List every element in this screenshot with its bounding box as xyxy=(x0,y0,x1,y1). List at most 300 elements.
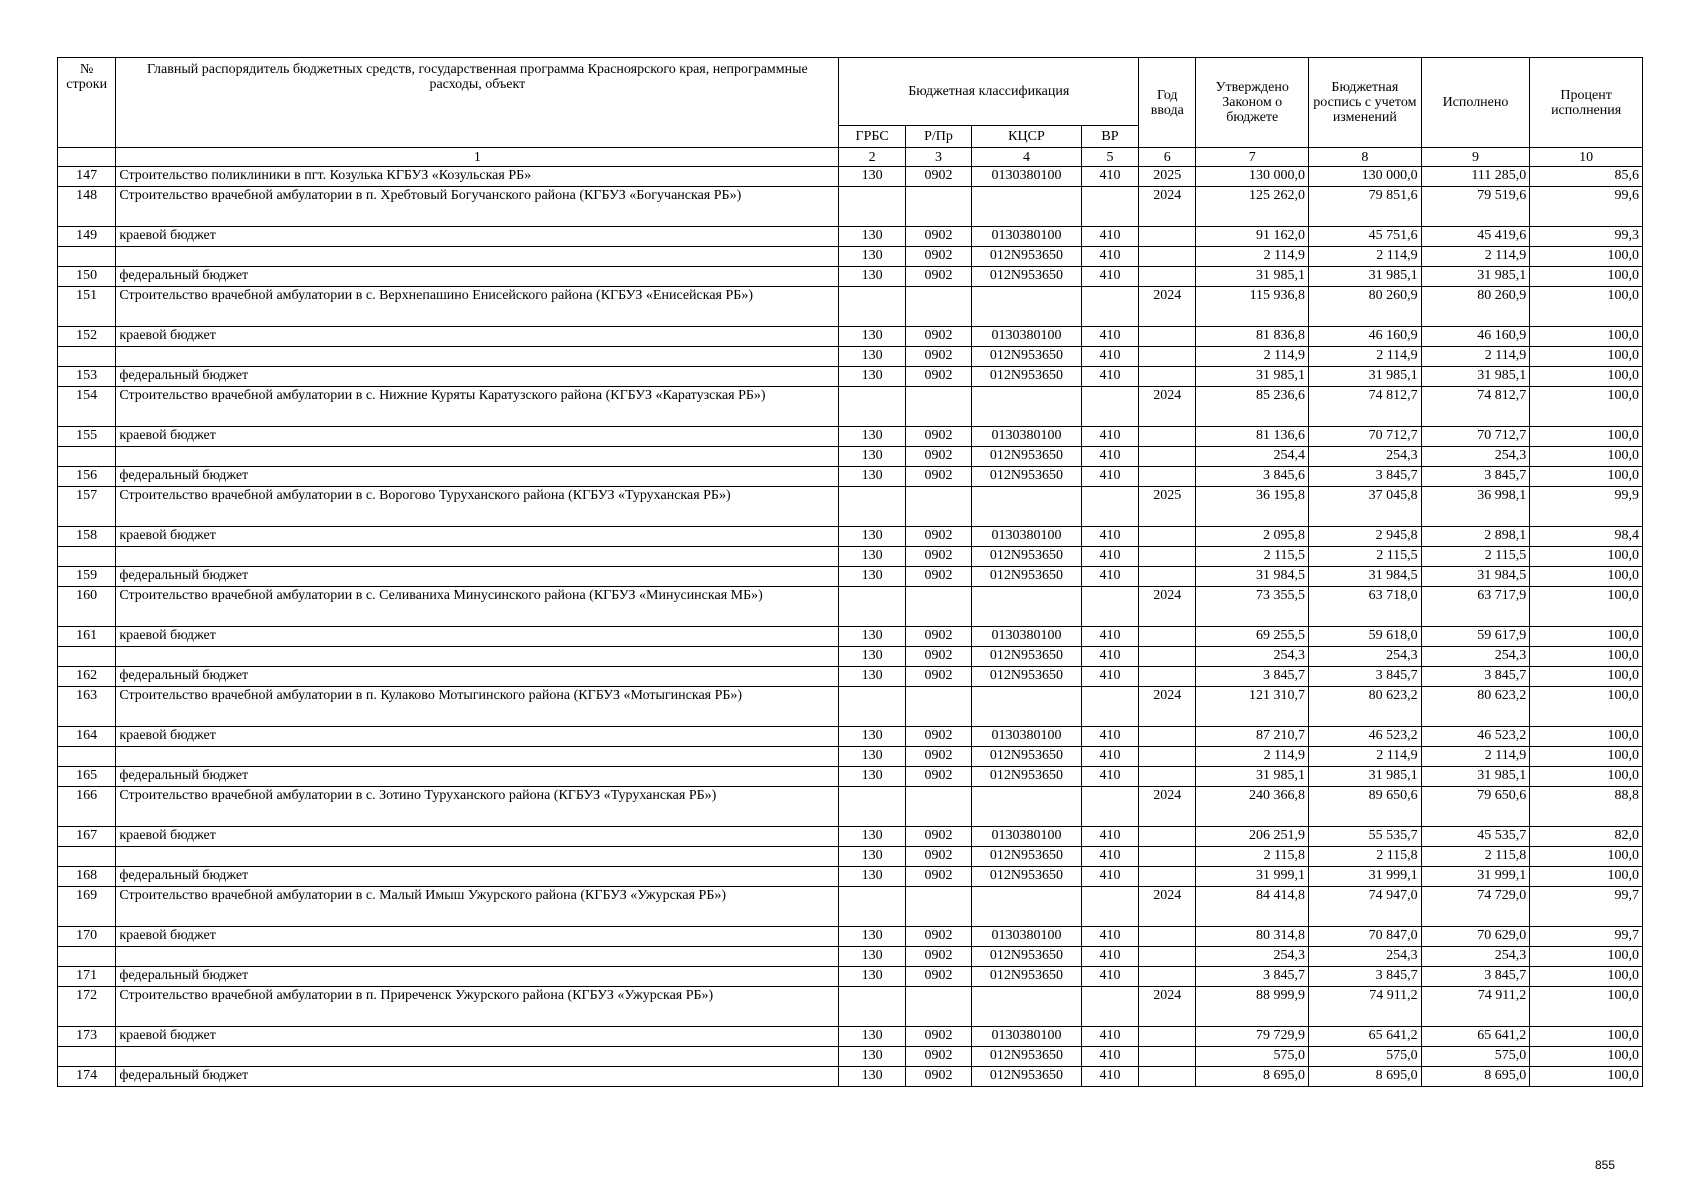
row-kcsr: 012N953650 xyxy=(972,267,1082,287)
row-kcsr: 0130380100 xyxy=(972,927,1082,947)
row-number: 148 xyxy=(58,187,116,227)
row-rpr: 0902 xyxy=(905,227,971,247)
row-approved: 121 310,7 xyxy=(1196,687,1309,727)
row-vr xyxy=(1081,187,1138,227)
row-kcsr xyxy=(972,787,1082,827)
row-name: федеральный бюджет xyxy=(116,767,839,787)
row-name xyxy=(116,947,839,967)
row-number: 170 xyxy=(58,927,116,947)
row-schedule: 74 947,0 xyxy=(1309,887,1422,927)
row-year xyxy=(1139,267,1196,287)
table-header xyxy=(58,58,1643,167)
row-year: 2024 xyxy=(1139,287,1196,327)
row-kcsr: 0130380100 xyxy=(972,527,1082,547)
row-number: 173 xyxy=(58,1027,116,1047)
row-year xyxy=(1139,727,1196,747)
row-kcsr: 012N953650 xyxy=(972,367,1082,387)
row-percent: 100,0 xyxy=(1530,447,1643,467)
row-grbs: 130 xyxy=(839,747,905,767)
row-rpr: 0902 xyxy=(905,847,971,867)
table-row xyxy=(58,427,1643,447)
row-schedule: 3 845,7 xyxy=(1309,967,1422,987)
row-number: 154 xyxy=(58,387,116,427)
row-vr: 410 xyxy=(1081,827,1138,847)
row-number: 162 xyxy=(58,667,116,687)
header-budget-classification: Бюджетная классификация xyxy=(839,58,1139,126)
row-percent: 100,0 xyxy=(1530,1027,1643,1047)
budget-table xyxy=(57,57,1643,1087)
row-percent: 100,0 xyxy=(1530,847,1643,867)
row-name: краевой бюджет xyxy=(116,827,839,847)
row-number: 150 xyxy=(58,267,116,287)
row-executed: 31 985,1 xyxy=(1421,267,1530,287)
table-row xyxy=(58,487,1643,527)
row-vr xyxy=(1081,787,1138,827)
row-approved: 31 985,1 xyxy=(1196,767,1309,787)
row-grbs xyxy=(839,187,905,227)
row-name: федеральный бюджет xyxy=(116,1067,839,1087)
row-approved: 3 845,7 xyxy=(1196,667,1309,687)
row-name: Строительство врачебной амбулатории в с. Зотино Туруханского района (КГБУЗ «Туруханская РБ») xyxy=(116,787,839,827)
row-approved: 115 936,8 xyxy=(1196,287,1309,327)
row-number: 161 xyxy=(58,627,116,647)
row-number: 147 xyxy=(58,167,116,187)
table-row xyxy=(58,827,1643,847)
row-rpr: 0902 xyxy=(905,867,971,887)
row-year: 2024 xyxy=(1139,587,1196,627)
table-row xyxy=(58,927,1643,947)
row-year: 2024 xyxy=(1139,887,1196,927)
row-number xyxy=(58,947,116,967)
row-number: 169 xyxy=(58,887,116,927)
row-grbs: 130 xyxy=(839,367,905,387)
row-executed: 80 623,2 xyxy=(1421,687,1530,727)
row-percent: 100,0 xyxy=(1530,767,1643,787)
row-year: 2024 xyxy=(1139,187,1196,227)
row-grbs: 130 xyxy=(839,327,905,347)
row-grbs: 130 xyxy=(839,647,905,667)
row-approved: 91 162,0 xyxy=(1196,227,1309,247)
row-executed: 31 999,1 xyxy=(1421,867,1530,887)
row-kcsr: 0130380100 xyxy=(972,627,1082,647)
row-percent: 100,0 xyxy=(1530,1047,1643,1067)
row-vr: 410 xyxy=(1081,767,1138,787)
row-executed: 45 419,6 xyxy=(1421,227,1530,247)
row-vr xyxy=(1081,287,1138,327)
row-approved: 87 210,7 xyxy=(1196,727,1309,747)
row-rpr: 0902 xyxy=(905,827,971,847)
table-row xyxy=(58,287,1643,327)
row-name xyxy=(116,347,839,367)
row-schedule: 3 845,7 xyxy=(1309,467,1422,487)
row-schedule: 2 114,9 xyxy=(1309,247,1422,267)
row-schedule: 74 812,7 xyxy=(1309,387,1422,427)
table-row xyxy=(58,187,1643,227)
row-schedule: 2 115,5 xyxy=(1309,547,1422,567)
col-number-4: 4 xyxy=(972,148,1082,167)
row-executed: 575,0 xyxy=(1421,1047,1530,1067)
row-name: Строительство врачебной амбулатории в с. Селиваниха Минусинского района (КГБУЗ «Минусинская МБ») xyxy=(116,587,839,627)
row-number xyxy=(58,847,116,867)
row-grbs: 130 xyxy=(839,1047,905,1067)
row-kcsr: 012N953650 xyxy=(972,1047,1082,1067)
row-schedule: 80 623,2 xyxy=(1309,687,1422,727)
table-row xyxy=(58,967,1643,987)
row-kcsr: 0130380100 xyxy=(972,327,1082,347)
row-rpr xyxy=(905,687,971,727)
row-percent: 100,0 xyxy=(1530,347,1643,367)
row-schedule: 2 114,9 xyxy=(1309,347,1422,367)
row-executed: 254,3 xyxy=(1421,947,1530,967)
row-percent: 100,0 xyxy=(1530,267,1643,287)
table-row xyxy=(58,347,1643,367)
table-row xyxy=(58,947,1643,967)
row-schedule: 46 523,2 xyxy=(1309,727,1422,747)
row-percent: 100,0 xyxy=(1530,647,1643,667)
row-vr: 410 xyxy=(1081,347,1138,367)
row-kcsr: 0130380100 xyxy=(972,167,1082,187)
row-name: федеральный бюджет xyxy=(116,567,839,587)
row-schedule: 63 718,0 xyxy=(1309,587,1422,627)
row-vr xyxy=(1081,987,1138,1027)
table-row xyxy=(58,567,1643,587)
row-approved: 254,3 xyxy=(1196,647,1309,667)
row-percent: 100,0 xyxy=(1530,947,1643,967)
row-vr: 410 xyxy=(1081,1047,1138,1067)
row-schedule: 31 999,1 xyxy=(1309,867,1422,887)
row-executed: 3 845,7 xyxy=(1421,467,1530,487)
row-grbs: 130 xyxy=(839,227,905,247)
row-name: краевой бюджет xyxy=(116,927,839,947)
row-rpr: 0902 xyxy=(905,667,971,687)
row-executed: 31 985,1 xyxy=(1421,367,1530,387)
row-kcsr: 012N953650 xyxy=(972,667,1082,687)
row-grbs: 130 xyxy=(839,527,905,547)
table-row xyxy=(58,667,1643,687)
row-vr: 410 xyxy=(1081,247,1138,267)
row-number: 167 xyxy=(58,827,116,847)
table-row xyxy=(58,687,1643,727)
table-row xyxy=(58,787,1643,827)
row-rpr: 0902 xyxy=(905,547,971,567)
row-approved: 8 695,0 xyxy=(1196,1067,1309,1087)
row-approved: 88 999,9 xyxy=(1196,987,1309,1027)
row-kcsr: 012N953650 xyxy=(972,547,1082,567)
page-number: 855 xyxy=(1594,1158,1615,1172)
row-grbs xyxy=(839,787,905,827)
row-year xyxy=(1139,227,1196,247)
row-executed: 8 695,0 xyxy=(1421,1067,1530,1087)
row-approved: 31 985,1 xyxy=(1196,367,1309,387)
row-executed: 2 114,9 xyxy=(1421,247,1530,267)
row-rpr: 0902 xyxy=(905,567,971,587)
row-name: Строительство врачебной амбулатории в п. Хребтовый Богучанского района (КГБУЗ «Богучанская РБ») xyxy=(116,187,839,227)
table-row xyxy=(58,587,1643,627)
row-vr: 410 xyxy=(1081,747,1138,767)
row-approved: 31 984,5 xyxy=(1196,567,1309,587)
row-year xyxy=(1139,367,1196,387)
row-rpr: 0902 xyxy=(905,627,971,647)
row-name xyxy=(116,447,839,467)
row-schedule: 80 260,9 xyxy=(1309,287,1422,327)
row-year xyxy=(1139,647,1196,667)
row-schedule: 130 000,0 xyxy=(1309,167,1422,187)
row-percent: 82,0 xyxy=(1530,827,1643,847)
row-executed: 2 114,9 xyxy=(1421,347,1530,367)
row-name: Строительство врачебной амбулатории в с. Верхнепашино Енисейского района (КГБУЗ «Енисейская РБ») xyxy=(116,287,839,327)
table-row xyxy=(58,847,1643,867)
row-vr xyxy=(1081,387,1138,427)
row-kcsr: 012N953650 xyxy=(972,347,1082,367)
row-percent: 100,0 xyxy=(1530,367,1643,387)
row-kcsr: 0130380100 xyxy=(972,1027,1082,1047)
row-name: федеральный бюджет xyxy=(116,467,839,487)
row-percent: 100,0 xyxy=(1530,1067,1643,1087)
row-approved: 81 136,6 xyxy=(1196,427,1309,447)
row-number: 164 xyxy=(58,727,116,747)
header-grbs: ГРБС xyxy=(839,126,905,148)
row-rpr xyxy=(905,387,971,427)
row-percent: 100,0 xyxy=(1530,967,1643,987)
col-number-3: 3 xyxy=(905,148,971,167)
row-vr: 410 xyxy=(1081,467,1138,487)
row-percent: 100,0 xyxy=(1530,687,1643,727)
row-number: 157 xyxy=(58,487,116,527)
table-row xyxy=(58,387,1643,427)
row-name: Строительство врачебной амбулатории в с. Малый Имыш Ужурского района (КГБУЗ «Ужурская РБ») xyxy=(116,887,839,927)
row-year xyxy=(1139,1067,1196,1087)
row-approved: 3 845,7 xyxy=(1196,967,1309,987)
row-executed: 79 650,6 xyxy=(1421,787,1530,827)
row-name xyxy=(116,647,839,667)
row-approved: 2 115,5 xyxy=(1196,547,1309,567)
header-vr: ВР xyxy=(1081,126,1138,148)
row-vr xyxy=(1081,587,1138,627)
row-rpr: 0902 xyxy=(905,447,971,467)
row-percent: 99,3 xyxy=(1530,227,1643,247)
row-rpr xyxy=(905,587,971,627)
row-schedule: 8 695,0 xyxy=(1309,1067,1422,1087)
row-rpr: 0902 xyxy=(905,267,971,287)
row-vr: 410 xyxy=(1081,167,1138,187)
row-approved: 206 251,9 xyxy=(1196,827,1309,847)
row-vr: 410 xyxy=(1081,667,1138,687)
table-row xyxy=(58,727,1643,747)
row-number xyxy=(58,447,116,467)
row-schedule: 31 985,1 xyxy=(1309,767,1422,787)
row-executed: 2 115,5 xyxy=(1421,547,1530,567)
row-vr: 410 xyxy=(1081,867,1138,887)
row-approved: 84 414,8 xyxy=(1196,887,1309,927)
row-year: 2024 xyxy=(1139,787,1196,827)
header-row-number: № строки xyxy=(58,58,116,148)
row-grbs: 130 xyxy=(839,667,905,687)
row-name: Строительство врачебной амбулатории в п. Приреченск Ужурского района (КГБУЗ «Ужурская РБ») xyxy=(116,987,839,1027)
row-number: 165 xyxy=(58,767,116,787)
row-number xyxy=(58,747,116,767)
table-row xyxy=(58,447,1643,467)
row-kcsr xyxy=(972,987,1082,1027)
col-number-8: 8 xyxy=(1309,148,1422,167)
row-vr: 410 xyxy=(1081,1067,1138,1087)
header-title: Главный распорядитель бюджетных средств, государственная программа Красноярского края, непрограммные расходы, объект xyxy=(116,58,839,148)
table-row xyxy=(58,327,1643,347)
row-rpr: 0902 xyxy=(905,727,971,747)
row-approved: 3 845,6 xyxy=(1196,467,1309,487)
row-schedule: 2 115,8 xyxy=(1309,847,1422,867)
row-percent: 100,0 xyxy=(1530,867,1643,887)
row-year xyxy=(1139,847,1196,867)
row-year: 2025 xyxy=(1139,487,1196,527)
row-vr: 410 xyxy=(1081,647,1138,667)
row-approved: 2 115,8 xyxy=(1196,847,1309,867)
row-kcsr xyxy=(972,687,1082,727)
row-grbs: 130 xyxy=(839,947,905,967)
row-kcsr: 012N953650 xyxy=(972,567,1082,587)
row-name: краевой бюджет xyxy=(116,227,839,247)
row-grbs: 130 xyxy=(839,727,905,747)
row-executed: 74 812,7 xyxy=(1421,387,1530,427)
row-vr xyxy=(1081,487,1138,527)
row-rpr: 0902 xyxy=(905,647,971,667)
row-name: краевой бюджет xyxy=(116,427,839,447)
row-schedule: 74 911,2 xyxy=(1309,987,1422,1027)
row-schedule: 2 945,8 xyxy=(1309,527,1422,547)
row-number: 151 xyxy=(58,287,116,327)
row-name: федеральный бюджет xyxy=(116,267,839,287)
row-number: 153 xyxy=(58,367,116,387)
row-kcsr: 012N953650 xyxy=(972,467,1082,487)
row-executed: 2 898,1 xyxy=(1421,527,1530,547)
row-name: краевой бюджет xyxy=(116,1027,839,1047)
row-schedule: 31 985,1 xyxy=(1309,267,1422,287)
row-approved: 2 114,9 xyxy=(1196,347,1309,367)
row-vr: 410 xyxy=(1081,947,1138,967)
row-grbs: 130 xyxy=(839,467,905,487)
row-rpr: 0902 xyxy=(905,327,971,347)
table-row xyxy=(58,987,1643,1027)
row-vr: 410 xyxy=(1081,967,1138,987)
table-row xyxy=(58,647,1643,667)
row-executed: 3 845,7 xyxy=(1421,667,1530,687)
row-rpr: 0902 xyxy=(905,347,971,367)
row-schedule: 59 618,0 xyxy=(1309,627,1422,647)
row-rpr xyxy=(905,787,971,827)
row-schedule: 70 712,7 xyxy=(1309,427,1422,447)
row-schedule: 70 847,0 xyxy=(1309,927,1422,947)
row-rpr: 0902 xyxy=(905,247,971,267)
row-name xyxy=(116,247,839,267)
row-executed: 31 985,1 xyxy=(1421,767,1530,787)
row-percent: 99,9 xyxy=(1530,487,1643,527)
row-schedule: 37 045,8 xyxy=(1309,487,1422,527)
row-percent: 100,0 xyxy=(1530,427,1643,447)
row-grbs: 130 xyxy=(839,347,905,367)
row-number: 156 xyxy=(58,467,116,487)
row-kcsr xyxy=(972,187,1082,227)
row-year xyxy=(1139,427,1196,447)
row-percent: 100,0 xyxy=(1530,587,1643,627)
col-number-7: 7 xyxy=(1196,148,1309,167)
table-row xyxy=(58,367,1643,387)
row-schedule: 31 985,1 xyxy=(1309,367,1422,387)
row-approved: 81 836,8 xyxy=(1196,327,1309,347)
row-executed: 65 641,2 xyxy=(1421,1027,1530,1047)
row-percent: 100,0 xyxy=(1530,627,1643,647)
table-row xyxy=(58,527,1643,547)
row-executed: 36 998,1 xyxy=(1421,487,1530,527)
row-percent: 100,0 xyxy=(1530,567,1643,587)
row-executed: 254,3 xyxy=(1421,447,1530,467)
table-row xyxy=(58,867,1643,887)
row-number: 158 xyxy=(58,527,116,547)
header-approved: Утверждено Законом о бюджете xyxy=(1196,58,1309,148)
row-schedule: 79 851,6 xyxy=(1309,187,1422,227)
row-percent: 100,0 xyxy=(1530,467,1643,487)
table-row xyxy=(58,227,1643,247)
table-row xyxy=(58,627,1643,647)
row-number xyxy=(58,547,116,567)
row-year xyxy=(1139,747,1196,767)
row-grbs: 130 xyxy=(839,1067,905,1087)
row-grbs: 130 xyxy=(839,867,905,887)
row-name: Строительство врачебной амбулатории в п. Кулаково Мотыгинского района (КГБУЗ «Мотыгинская РБ») xyxy=(116,687,839,727)
row-kcsr: 0130380100 xyxy=(972,227,1082,247)
row-executed: 2 114,9 xyxy=(1421,747,1530,767)
row-grbs xyxy=(839,687,905,727)
row-grbs: 130 xyxy=(839,547,905,567)
row-executed: 46 160,9 xyxy=(1421,327,1530,347)
row-vr: 410 xyxy=(1081,267,1138,287)
row-name: федеральный бюджет xyxy=(116,367,839,387)
header-year: Год ввода xyxy=(1139,58,1196,148)
row-percent: 100,0 xyxy=(1530,547,1643,567)
row-rpr: 0902 xyxy=(905,427,971,447)
table-row xyxy=(58,547,1643,567)
row-number: 149 xyxy=(58,227,116,247)
row-vr xyxy=(1081,887,1138,927)
row-year xyxy=(1139,247,1196,267)
row-approved: 125 262,0 xyxy=(1196,187,1309,227)
row-kcsr: 012N953650 xyxy=(972,847,1082,867)
row-kcsr: 012N953650 xyxy=(972,1067,1082,1087)
row-percent: 100,0 xyxy=(1530,327,1643,347)
row-year xyxy=(1139,927,1196,947)
row-number: 172 xyxy=(58,987,116,1027)
row-kcsr: 012N953650 xyxy=(972,967,1082,987)
row-percent: 98,4 xyxy=(1530,527,1643,547)
row-year xyxy=(1139,827,1196,847)
row-grbs: 130 xyxy=(839,767,905,787)
row-number: 160 xyxy=(58,587,116,627)
table-row xyxy=(58,1047,1643,1067)
table-row xyxy=(58,887,1643,927)
row-approved: 80 314,8 xyxy=(1196,927,1309,947)
row-executed: 2 115,8 xyxy=(1421,847,1530,867)
row-approved: 85 236,6 xyxy=(1196,387,1309,427)
row-grbs: 130 xyxy=(839,967,905,987)
row-number: 171 xyxy=(58,967,116,987)
row-vr: 410 xyxy=(1081,547,1138,567)
row-executed: 3 845,7 xyxy=(1421,967,1530,987)
row-schedule: 575,0 xyxy=(1309,1047,1422,1067)
row-grbs: 130 xyxy=(839,427,905,447)
row-year xyxy=(1139,347,1196,367)
row-vr: 410 xyxy=(1081,447,1138,467)
row-executed: 80 260,9 xyxy=(1421,287,1530,327)
row-rpr: 0902 xyxy=(905,747,971,767)
row-name: краевой бюджет xyxy=(116,327,839,347)
